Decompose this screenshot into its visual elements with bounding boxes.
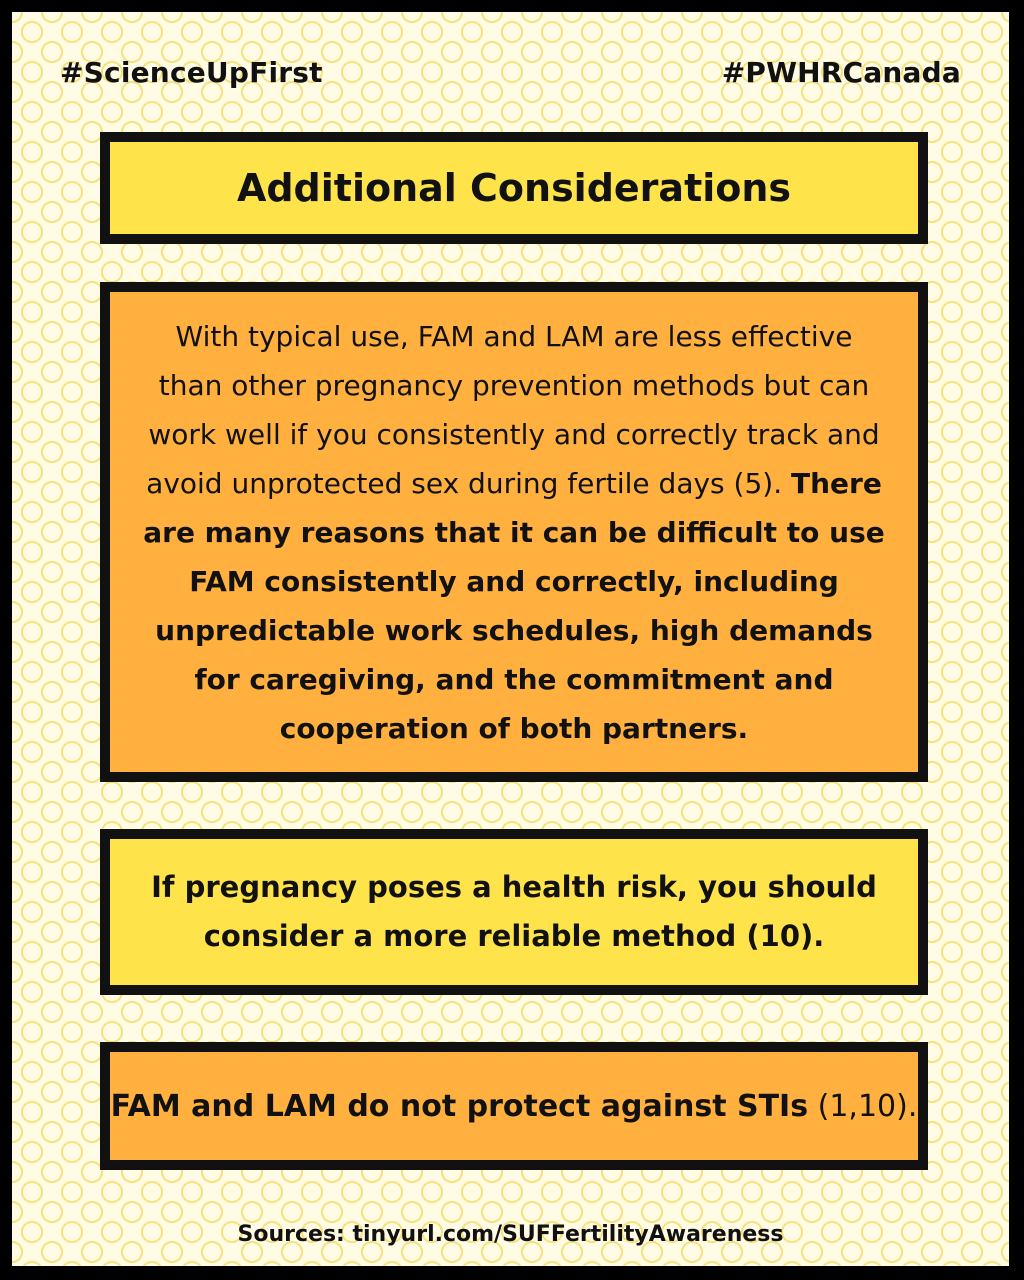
sti-bold-text: FAM and LAM do not protect against STIs (110, 1088, 809, 1124)
effectiveness-bold-text: There are many reasons that it can be difficult to use FAM consistently and correctly, including unpredictable work schedules, high demands for caregiving, and the commitment and cooperation of both partners. (143, 466, 885, 745)
sources-link: Sources: tinyurl.com/SUFFertilityAwareness (237, 1222, 784, 1247)
effectiveness-box (100, 282, 928, 782)
sti-citation: (1,10). (808, 1088, 918, 1124)
sti-text (111, 1089, 918, 1124)
sti-box (100, 1042, 928, 1170)
infographic-card (12, 12, 1009, 1266)
health-risk-box (100, 829, 928, 995)
page-title: Additional Considerations (236, 166, 792, 210)
health-risk-text: If pregnancy poses a health risk, you should consider a more reliable method (10). (151, 870, 877, 953)
effectiveness-text (140, 312, 888, 753)
effectiveness-normal-text: With typical use, FAM and LAM are less effective than other pregnancy prevention methods but can work well if you consistently and correctly track and avoid unprotected sex during fertile days (5). (146, 319, 880, 500)
hashtag-science-up-first: #ScienceUpFirst (60, 56, 323, 89)
hashtag-pwhr-canada: #PWHRCanada (721, 56, 961, 89)
title-box (100, 132, 928, 244)
